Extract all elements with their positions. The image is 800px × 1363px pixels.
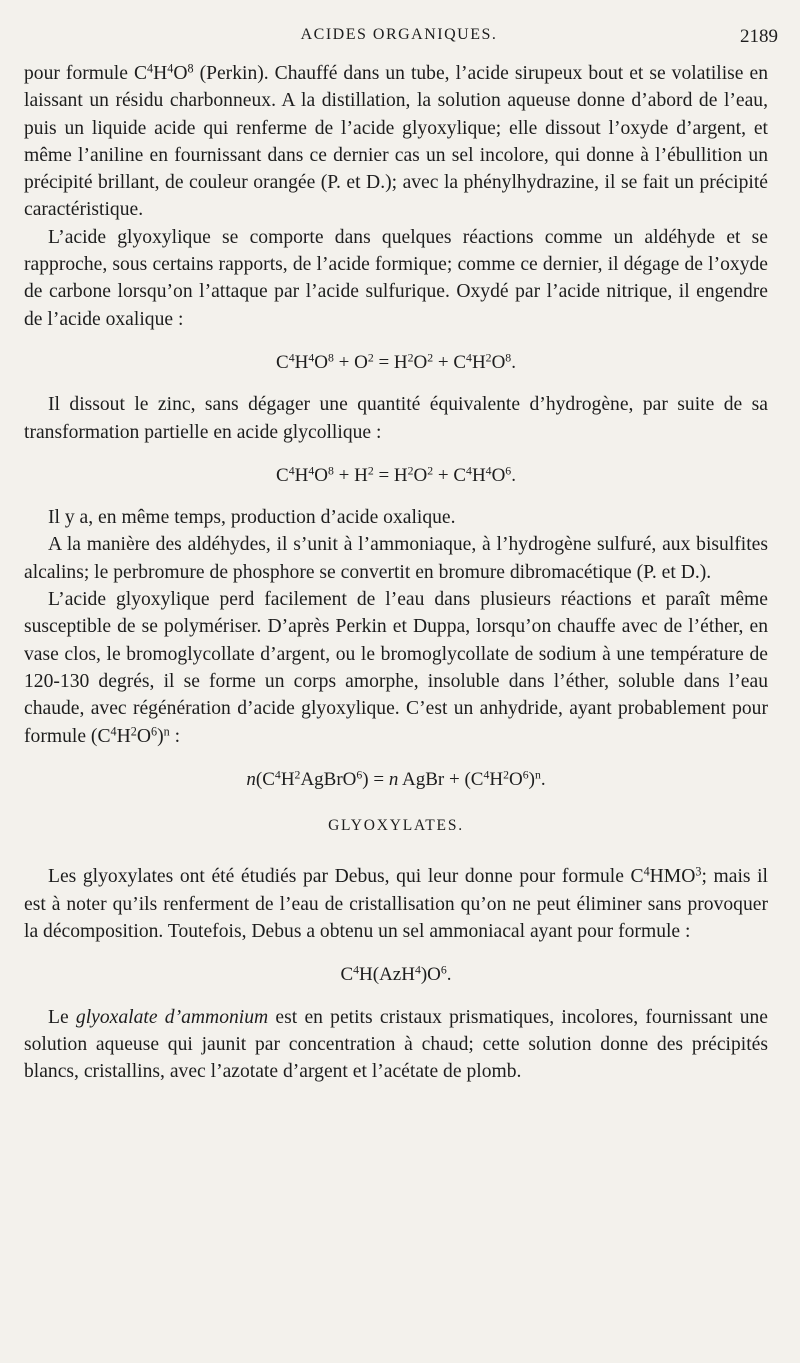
paragraph-4: Il y a, en même temps, production d’acide oxalique. [48, 507, 456, 529]
page-header [20, 26, 778, 50]
equation-oxidation: $C^4H^4O^8 + O^2 = H^2O^2 + C^4H^2O^8$. [276, 351, 516, 373]
compound-name: glyoxalate d’ammonium [75, 1006, 269, 1028]
paragraph-6: L’acide glyoxylique perd facilement de l’eau dans plusieurs réactions et paraît même susceptible de se polymériser. D’après Perkin et Duppa, lorsqu’on chauffe avec de l’éther, en vase clos, le bromoglycollate d’argent, ou le bromoglycollate de sodium à une température de 120-130 degrés, il se forme un corps amorphe, insoluble dans l’éther, soluble dans l’eau chaude, avec régénération d’acide glyoxylique. C’est un anhydride, ayant probablement pour formule $(C^4H^2O^6)^n$ : [24, 589, 768, 747]
paragraph-1: pour formule $C^4H^4O^8$ (Perkin). Chauffé dans un tube, l’acide sirupeux bout et se volatilise en laissant un résidu charbonneux. A la distillation, la solution aqueuse donne d’abord de l’eau, puis un liquide acide qui renferme de l’acide glyoxylique; elle dissout l’oxyde d’argent, et même l’aniline en fournissant dans ce dernier cas un sel incolore, qui donne à l’ébullition un précipité brillant, de couleur orangée (P. et D.); avec la phénylhydrazine, il se fait un précipité caractéristique. [24, 61, 768, 221]
paragraph-8: Le glyoxalate d’ammonium est en petits cristaux prismatiques, incolores, fournissant une solution aqueuse qui jaunit par concentration à chaud; cette solution donne des précipités blancs, cristallins, avec l’azotate d’argent et l’acétate de plomb. [24, 1006, 768, 1083]
paragraph-7: Les glyoxylates ont été étudiés par Debus, qui leur donne pour formule $C^4HMO^3$; mais il est à noter qu’ils renferment de l’eau de cristallisation qu’on ne peut éliminer sans provoquer la décomposition. Toutefois, Debus a obtenu un sel ammoniacal ayant pour formule : [24, 864, 769, 943]
paragraph-3: Il dissout le zinc, sans dégager une quantité équivalente d’hydrogène, par suite de sa transformation partielle en acide glycollique : [24, 394, 768, 443]
paragraph-5: A la manière des aldéhydes, il s’unit à l’ammoniaque, à l’hydrogène sulfuré, aux bisulfites alcalins; le perbromure de phosphore se convertit en bromure dibromacétique (P. et D.). [24, 534, 768, 583]
running-title: ACIDES ORGANIQUES. [300, 26, 498, 43]
page-body [24, 60, 768, 1086]
equation-reduction: $C^4H^4O^8 + H^2 = H^2O^2 + C^4H^4O^6$. [276, 464, 516, 486]
equation-polymer: $n(C^4H^2AgBrO^6) = n$ AgBr + $(C^4H^2O^6)^n$. [246, 768, 546, 790]
equation-ammonium-salt: $C^4H(AzH^4)O^6$. [340, 963, 452, 986]
section-title: GLYOXYLATES. [328, 817, 464, 835]
page-number: 2189 [740, 26, 778, 47]
paragraph-2: L’acide glyoxylique se comporte dans quelques réactions comme un aldéhyde et se rapproche, sous certains rapports, de l’acide formique; comme ce dernier, il dégage de l’oxyde de carbone lorsqu’on l’attaque par l’acide sulfurique. Oxydé par l’acide nitrique, il engendre de l’acide oxalique : [24, 226, 768, 330]
